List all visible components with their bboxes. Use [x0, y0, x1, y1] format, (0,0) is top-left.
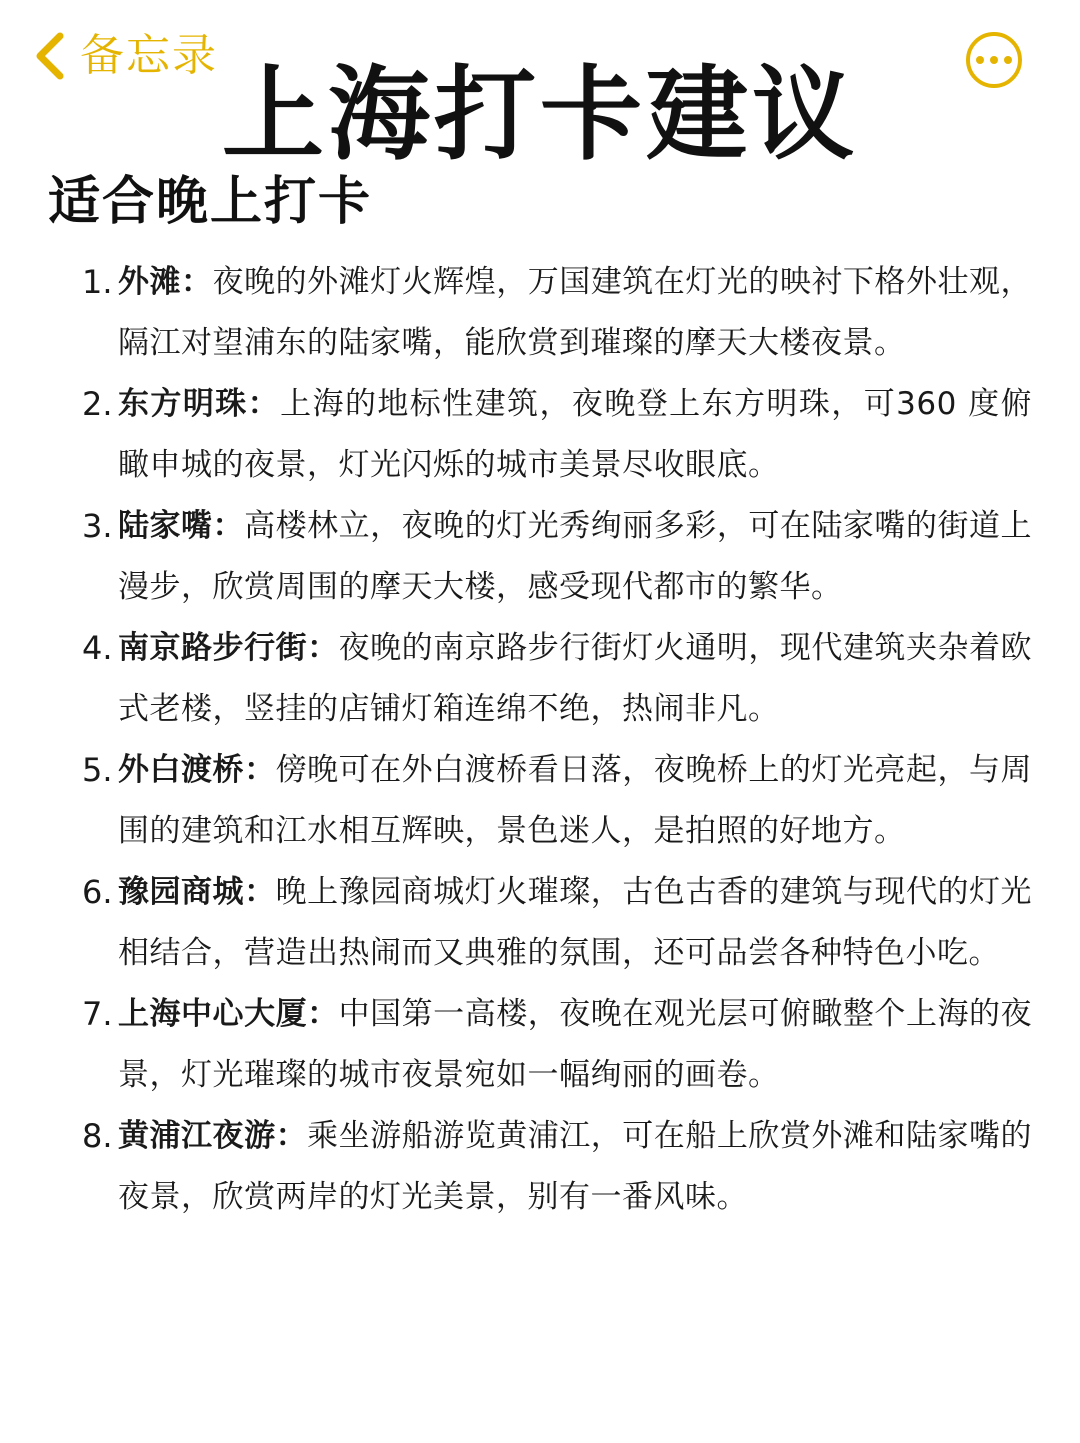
item-text: [118, 252, 1032, 374]
item-number: 8.: [82, 1117, 113, 1155]
list-item: [82, 1106, 1032, 1228]
item-heading: 黄浦江夜游：: [118, 1118, 308, 1154]
item-number: 7.: [82, 995, 113, 1033]
item-text: [118, 496, 1032, 618]
list-item: [82, 374, 1032, 496]
item-text: [118, 862, 1032, 984]
item-text: [118, 984, 1032, 1106]
item-body: 夜晚的外滩灯火辉煌，万国建筑在灯光的映衬下格外壮观，隔江对望浦东的陆家嘴，能欣赏到璀璨的摩天大楼夜景。: [118, 264, 1033, 361]
section-title: 适合晚上打卡: [48, 172, 373, 232]
back-label: 备忘录: [80, 30, 218, 81]
item-text: [118, 740, 1032, 862]
item-heading: 外白渡桥：: [118, 752, 276, 788]
item-heading: 南京路步行街：: [118, 630, 339, 666]
item-number: 5.: [82, 751, 113, 789]
item-text: [118, 618, 1032, 740]
list-item: [82, 496, 1032, 618]
item-number: 6.: [82, 873, 113, 911]
item-body: 上海的地标性建筑，夜晚登上东方明珠，可360 度俯瞰申城的夜景，灯光闪烁的城市美景尽收眼底。: [118, 386, 1032, 483]
item-number: 4.: [82, 629, 113, 667]
page-title: 上海打卡建议: [222, 56, 858, 175]
list-item: [82, 740, 1032, 862]
item-body: 晚上豫园商城灯火璀璨，古色古香的建筑与现代的灯光相结合，营造出热闹而又典雅的氛围，还可品尝各种特色小吃。: [118, 874, 1033, 971]
item-heading: 上海中心大厦：: [118, 996, 339, 1032]
item-number: 1.: [82, 263, 113, 301]
item-number: 3.: [82, 507, 113, 545]
item-heading: 豫园商城：: [118, 874, 276, 910]
item-number: 2.: [82, 385, 113, 423]
list-item: [82, 862, 1032, 984]
item-heading: 外滩：: [118, 264, 213, 300]
list-item: [82, 252, 1032, 374]
item-body: 乘坐游船游览黄浦江，可在船上欣赏外滩和陆家嘴的夜景，欣赏两岸的灯光美景，别有一番风味。: [118, 1118, 1032, 1215]
suggestion-list: [82, 252, 1032, 1228]
item-body: 夜晚的南京路步行街灯火通明，现代建筑夹杂着欧式老楼，竖挂的店铺灯箱连绵不绝，热闹非凡。: [118, 630, 1032, 727]
item-body: 高楼林立，夜晚的灯光秀绚丽多彩，可在陆家嘴的街道上漫步，欣赏周围的摩天大楼，感受现代都市的繁华。: [118, 508, 1033, 605]
list-item: [82, 984, 1032, 1106]
item-text: [118, 1106, 1032, 1228]
item-text: [118, 374, 1032, 496]
item-heading: 东方明珠：: [118, 386, 281, 422]
item-heading: 陆家嘴：: [118, 508, 245, 544]
list-item: [82, 618, 1032, 740]
item-body: 傍晚可在外白渡桥看日落，夜晚桥上的灯光亮起，与周围的建筑和江水相互辉映，景色迷人，是拍照的好地方。: [118, 752, 1033, 849]
item-body: 中国第一高楼，夜晚在观光层可俯瞰整个上海的夜景，灯光璀璨的城市夜景宛如一幅绚丽的画卷。: [118, 996, 1032, 1093]
